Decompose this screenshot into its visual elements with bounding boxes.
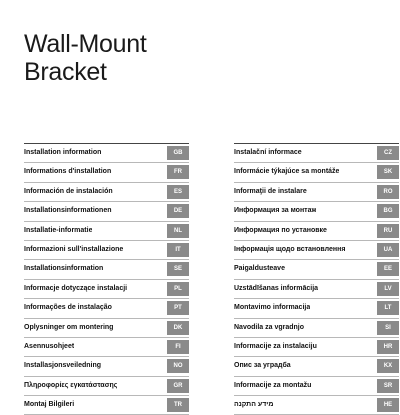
language-code-badge: RO (377, 185, 399, 199)
language-code-badge: TR (167, 398, 189, 412)
language-list-left (24, 143, 189, 415)
language-label: Информация по установке (234, 226, 327, 234)
language-list-right (234, 143, 399, 415)
language-label: Информация за монтаж (234, 207, 317, 215)
language-row (24, 144, 189, 163)
language-code-badge: SR (377, 379, 399, 393)
title-line-2: Bracket (24, 58, 107, 86)
language-row (234, 183, 399, 202)
language-label: Navodila za vgradnjo (234, 323, 305, 331)
language-label: Informacije za montažu (234, 381, 312, 389)
language-code-badge: SI (377, 321, 399, 335)
language-label: Instalační informace (234, 149, 302, 156)
language-row (24, 241, 189, 260)
language-code-badge: KX (377, 359, 399, 373)
language-code-badge: LV (377, 282, 399, 296)
language-row (24, 163, 189, 182)
language-row (24, 357, 189, 376)
language-code-badge: DE (167, 204, 189, 218)
language-code-badge: CZ (377, 146, 399, 160)
language-code-badge: SE (167, 262, 189, 276)
language-row (24, 377, 189, 396)
language-code-badge: ES (167, 185, 189, 199)
language-row (24, 396, 189, 415)
language-code-badge: NL (167, 224, 189, 238)
language-code-badge: SK (377, 165, 399, 179)
language-label: Informaţii de instalare (234, 187, 307, 195)
language-row (234, 202, 399, 221)
language-code-badge: UA (377, 243, 399, 257)
language-code-badge: BG (377, 204, 399, 218)
language-code-badge: HR (377, 340, 399, 354)
language-code-badge: PL (167, 282, 189, 296)
language-row (24, 280, 189, 299)
language-code-badge: FR (167, 165, 189, 179)
language-label: Installatie-informatie (24, 226, 93, 234)
language-label: Informações de instalação (24, 304, 112, 312)
language-row (234, 357, 399, 376)
language-code-badge: IT (167, 243, 189, 257)
language-label: Πληροφορίες εγκατάστασης (24, 381, 118, 389)
language-label: Paigaldusteave (234, 265, 285, 273)
language-label: מידע התקנה (234, 401, 274, 409)
language-row (234, 222, 399, 241)
language-label: Uzstādīšanas informācija (234, 284, 319, 292)
language-code-badge: DK (167, 321, 189, 335)
language-label: Montavimo informacija (234, 304, 311, 312)
language-row (24, 202, 189, 221)
language-row (24, 222, 189, 241)
language-label: Installasjonsveiledning (24, 362, 102, 370)
language-row (24, 183, 189, 202)
language-label: Informations d'installation (24, 168, 112, 176)
language-code-badge: RU (377, 224, 399, 238)
language-row (234, 144, 399, 163)
language-row (234, 260, 399, 279)
language-code-badge: PT (167, 301, 189, 315)
language-row (234, 163, 399, 182)
language-code-badge: EE (377, 262, 399, 276)
language-label: Oplysninger om montering (24, 323, 114, 331)
language-label: Informazioni sull'installazione (24, 245, 124, 253)
language-label: Informacije za instalaciju (234, 342, 317, 350)
language-code-badge: GR (167, 379, 189, 393)
language-row (234, 241, 399, 260)
language-row (234, 377, 399, 396)
language-code-badge: LT (377, 301, 399, 315)
language-row (234, 338, 399, 357)
language-row (234, 299, 399, 318)
language-label: Installation information (24, 149, 102, 156)
language-label: Інформація щодо встановлення (234, 245, 346, 253)
language-label: Informácie týkajúce sa montáže (234, 168, 340, 176)
language-label: Installationsinformation (24, 265, 104, 273)
document-title (24, 30, 147, 86)
language-code-badge: GB (167, 146, 189, 160)
language-row (24, 260, 189, 279)
language-label: Опис за уградба (234, 362, 291, 370)
language-row (24, 299, 189, 318)
language-row (24, 319, 189, 338)
language-label: Asennusohjeet (24, 342, 75, 350)
language-label: Montaj Bilgileri (24, 401, 75, 409)
language-row (234, 280, 399, 299)
language-code-badge: HE (377, 398, 399, 412)
language-row (24, 338, 189, 357)
language-code-badge: NO (167, 359, 189, 373)
language-label: Información de instalación (24, 187, 113, 195)
title-line-1: Wall-Mount (24, 30, 147, 58)
language-label: Informacje dotyczące instalacji (24, 284, 128, 292)
language-row (234, 396, 399, 415)
language-label: Installationsinformationen (24, 207, 112, 215)
language-row (234, 319, 399, 338)
language-code-badge: FI (167, 340, 189, 354)
